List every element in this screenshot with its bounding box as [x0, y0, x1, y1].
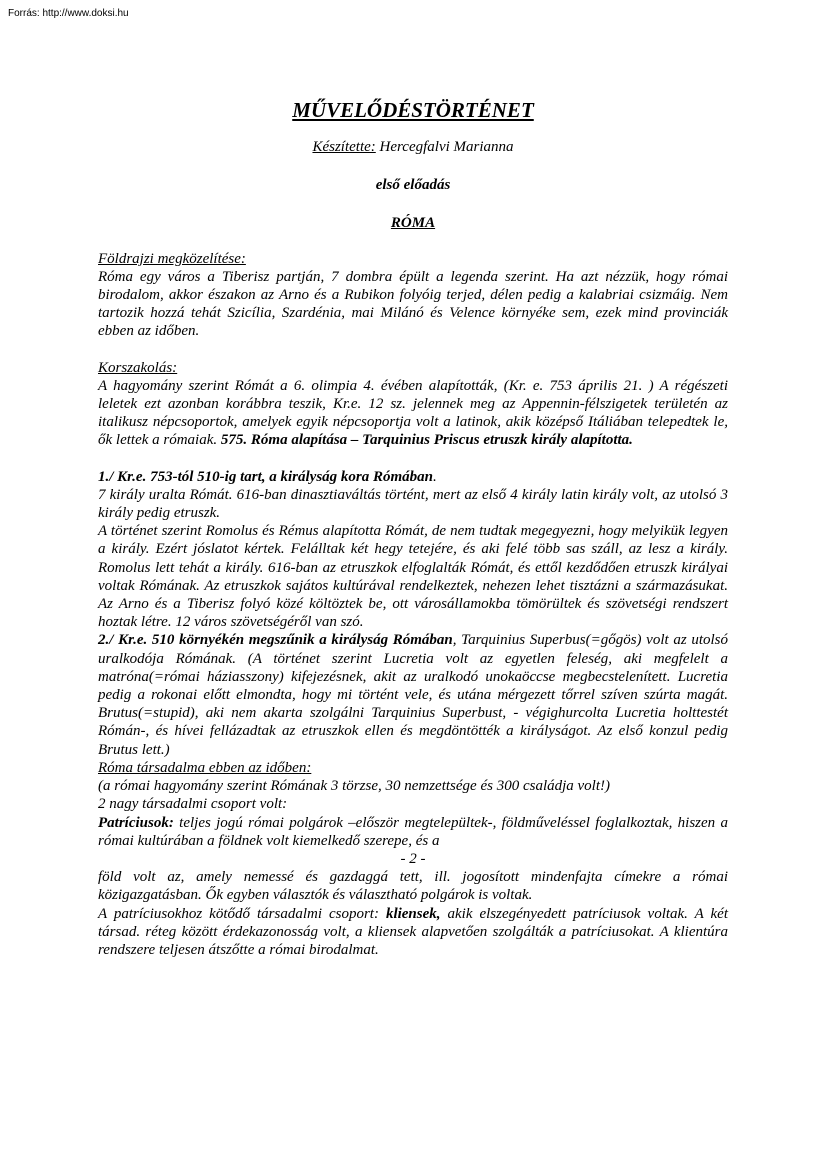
patricians-continuation: föld volt az, amely nemessé és gazdaggá tett, ill. jogosított mindenfajta címekre a római közigazgatásban. Ők egyben választók és választható polgárok is voltak.: [98, 869, 728, 904]
patricians-paragraph: [98, 814, 728, 850]
section2-paragraph: [98, 631, 728, 758]
patricians-text: teljes jogú római polgárok –először megtelepültek-, földműveléssel foglalkoztak, hiszen a római kultúrában a földnek volt kiemelkedő szerepe, és a: [98, 814, 728, 849]
section1-heading: [98, 468, 728, 486]
clients-label: kliensek,: [385, 905, 441, 922]
document-title: MŰVELŐDÉSTÖRTÉNET: [292, 98, 534, 122]
society-line-1: (a római hagyomány szerint Rómának 3 törzse, 30 nemzettsége és 300 családja volt!): [98, 778, 611, 795]
section1-paragraph-1: 7 király uralta Rómát. 616-ban dinasztiaváltás történt, mert az első 4 király latin király volt, az utolsó 3 király pedig etruszk.: [98, 486, 728, 522]
section1-heading-text: 1./ Kr.e. 753-tól 510-ig tart, a királyság kora Rómában: [98, 468, 434, 485]
page-number: - 2 -: [400, 850, 426, 867]
society-heading: Róma társadalma ebben az időben:: [98, 759, 312, 776]
author-line: [98, 138, 728, 156]
geo-paragraph: Róma egy város a Tiberisz partján, 7 dombra épült a legenda szerint. Ha azt nézzük, hogy római birodalom, akkor északon az Arno és a Rubikon folyóig terjed, délen pedig a kalabriai csizmáig. Nem tartozik hozzá tehát Szicília, Szardénia, mai Milánó és Velence környéke sem, ezek mind provinciák ebben az időben.: [98, 268, 728, 340]
clients-text: akik elszegényedett patríciusok voltak. A két társad. réteg között érdekazonosság volt, a kliensek alapvetően szolgálták a patríciusokat. A klientúra rendszere teljesen átszőtte a római birodalmat.: [98, 905, 728, 958]
society-line-2: 2 nagy társadalmi csoport volt:: [98, 796, 288, 813]
patricians-label: Patríciusok:: [98, 814, 174, 831]
periods-heading: Korszakolás:: [98, 359, 178, 376]
source-note: Forrás: http://www.doksi.hu: [8, 8, 129, 19]
author-name: Hercegfalvi Marianna: [375, 139, 514, 155]
periods-text: A hagyomány szerint Rómát a 6. olimpia 4. évében alapították, (Kr. e. 753 április 21. ) A régészeti leletek ezt azonban korábbra teszik, Kr.e. 12 sz. jelennek meg az Appennin-félszigetek területén az italikusz népcsoportok, amelyek egyik népcsoportja volt a latinok, akik középső Itáliában telepedtek le, ők lettek a rómaiak.: [98, 377, 728, 449]
clients-intro: A patríciusokhoz kötődő társadalmi csoport:: [98, 905, 386, 922]
clients-paragraph: [98, 905, 728, 960]
document-page: [98, 96, 728, 959]
periods-paragraph: [98, 377, 728, 450]
periods-bold-text: 575. Róma alapítása – Tarquinius Priscus etruszk király alapította.: [220, 432, 633, 449]
subject-heading: RÓMA: [390, 215, 436, 232]
geo-heading: Földrajzi megközelítése:: [98, 250, 246, 267]
lecture-label: első előadás: [375, 177, 451, 194]
section1-heading-end: .: [433, 468, 437, 485]
author-label: Készítette:: [312, 139, 376, 155]
section1-paragraph-2: A történet szerint Romolus és Rémus alapította Rómát, de nem tudtak megegyezni, hogy melyikük legyen a király. Ezért jóslatot kértek. Felálltak két hegy tetejére, és aki felé több sas száll, az lesz a király. Romolus lett tehát a király. 616-ban az etruszkok elfoglalták Rómát, és ettől kezdődően etruszk királyai voltak Rómának. Az etruszkok sajátos kultúrával rendelkeztek, nehezen lehet tisztázni a származásukat. Az Arno és a Tiberisz folyó közé költöztek be, ott városállamokba tömörültek és szövetségi rendszert hoztak létre. 12 város szövetségéről van szó.: [98, 523, 728, 631]
section2-heading: 2./ Kr.e. 510 környékén megszűnik a királyság Rómában: [98, 632, 453, 649]
section2-text: , Tarquinius Superbus(=gőgös) volt az utolsó uralkodója Rómának. (A történet szerint Lucretia volt az egyetlen feleség, aki megfelelt a matróna(=római háziasszony) kifejezésnek, akit az uralkodó unokaöccse megbecstelenített. Lucretia pedig a rokonai előtt elmondta, hogy mi történt vele, és utána mérgezett tőrrel szíven szúrta magát. Brutus(=stupid), aki nem akarta szolgálni Tarquinius Superbust, - végighurcolta Lucretia holttestét Rómán-, és hívei fellázadtak az etruszkok ellen és megdöntötték a királyságot. Az első konzul pedig Brutus lett.): [98, 632, 729, 758]
